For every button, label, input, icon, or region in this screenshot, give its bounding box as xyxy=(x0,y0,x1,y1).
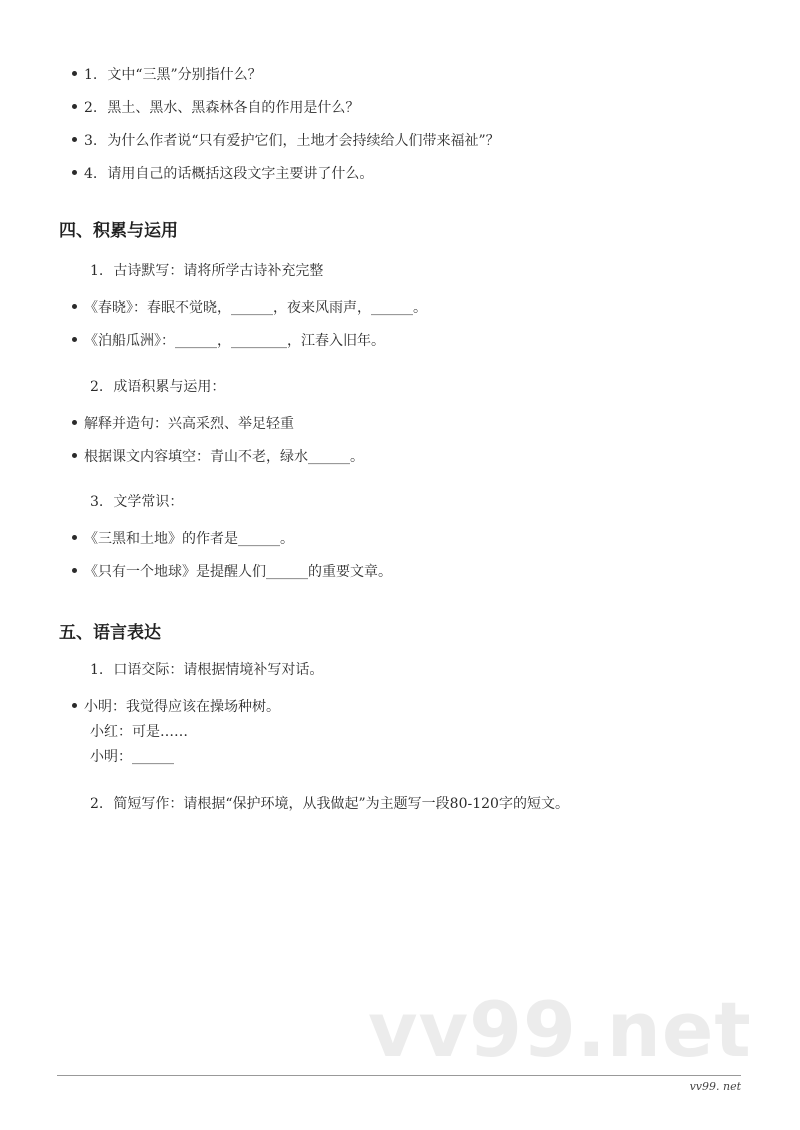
bullet-icon xyxy=(72,453,77,458)
bullet-icon xyxy=(72,304,77,309)
list-item xyxy=(72,528,294,548)
list-item xyxy=(72,330,385,350)
sub-question-text: 文学常识： xyxy=(113,494,184,510)
sub-question xyxy=(90,659,323,679)
item-number: 1. xyxy=(90,662,104,678)
list-item xyxy=(72,130,500,150)
dialog-line: 小明：______ xyxy=(90,749,174,765)
item-number: 2. xyxy=(84,100,98,116)
question-text: 文中“三黑”分别指什么？ xyxy=(107,67,262,83)
list-item xyxy=(72,97,359,117)
list-item xyxy=(72,64,262,84)
item-number: 2. xyxy=(90,796,104,812)
idiom-line: 根据课文内容填空：青山不老，绿水______。 xyxy=(84,449,364,465)
sub-question-text: 古诗默写：请将所学古诗补充完整 xyxy=(113,263,324,279)
dialog-line: 小红：可是…… xyxy=(90,724,188,740)
bullet-icon xyxy=(72,170,77,175)
list-item xyxy=(72,561,392,581)
question-text: 请用自己的话概括这段文字主要讲了什么。 xyxy=(107,166,374,182)
poem-line: 《春晓》：春眠不觉晓，______，夜来风雨声，______。 xyxy=(84,300,427,316)
sub-question xyxy=(90,491,183,511)
list-item xyxy=(72,163,373,183)
idiom-line: 解释并造句：兴高采烈、举足轻重 xyxy=(84,416,294,432)
item-number: 3. xyxy=(90,494,104,510)
item-number: 1. xyxy=(90,263,104,279)
bullet-icon xyxy=(72,568,77,573)
bullet-icon xyxy=(72,71,77,76)
literature-line: 《只有一个地球》是提醒人们______的重要文章。 xyxy=(84,564,392,580)
sub-question-text: 口语交际：请根据情境补写对话。 xyxy=(113,662,324,678)
question-text: 为什么作者说“只有爱护它们，土地才会持续给人们带来福祉”？ xyxy=(107,133,500,149)
list-item xyxy=(72,696,280,716)
sub-question xyxy=(90,260,323,280)
section-heading: 四、积累与运用 xyxy=(59,221,178,241)
bullet-icon xyxy=(72,535,77,540)
list-item xyxy=(72,413,294,433)
section-heading: 五、语言表达 xyxy=(59,623,161,643)
bullet-icon xyxy=(72,104,77,109)
sub-question xyxy=(90,793,569,813)
watermark: vv99.net xyxy=(368,985,752,1074)
list-item xyxy=(72,446,364,466)
bullet-icon xyxy=(72,703,77,708)
footer-divider xyxy=(57,1075,741,1076)
sub-question-text: 简短写作：请根据“保护环境，从我做起”为主题写一段80-120字的短文。 xyxy=(113,796,569,812)
literature-line: 《三黑和土地》的作者是______。 xyxy=(84,531,294,547)
bullet-icon xyxy=(72,420,77,425)
item-number: 2. xyxy=(90,379,104,395)
bullet-icon xyxy=(72,337,77,342)
poem-line: 《泊船瓜洲》：______，________，江春入旧年。 xyxy=(84,333,385,349)
bullet-icon xyxy=(72,137,77,142)
item-number: 4. xyxy=(84,166,98,182)
list-item xyxy=(72,297,427,317)
question-text: 黑土、黑水、黑森林各自的作用是什么？ xyxy=(107,100,360,116)
item-number: 3. xyxy=(84,133,98,149)
sub-question xyxy=(90,376,225,396)
dialog-line: 小明：我觉得应该在操场种树。 xyxy=(84,699,280,715)
item-number: 1. xyxy=(84,67,98,83)
sub-question-text: 成语积累与运用： xyxy=(113,379,226,395)
footer-site: vv99. net xyxy=(689,1080,741,1093)
